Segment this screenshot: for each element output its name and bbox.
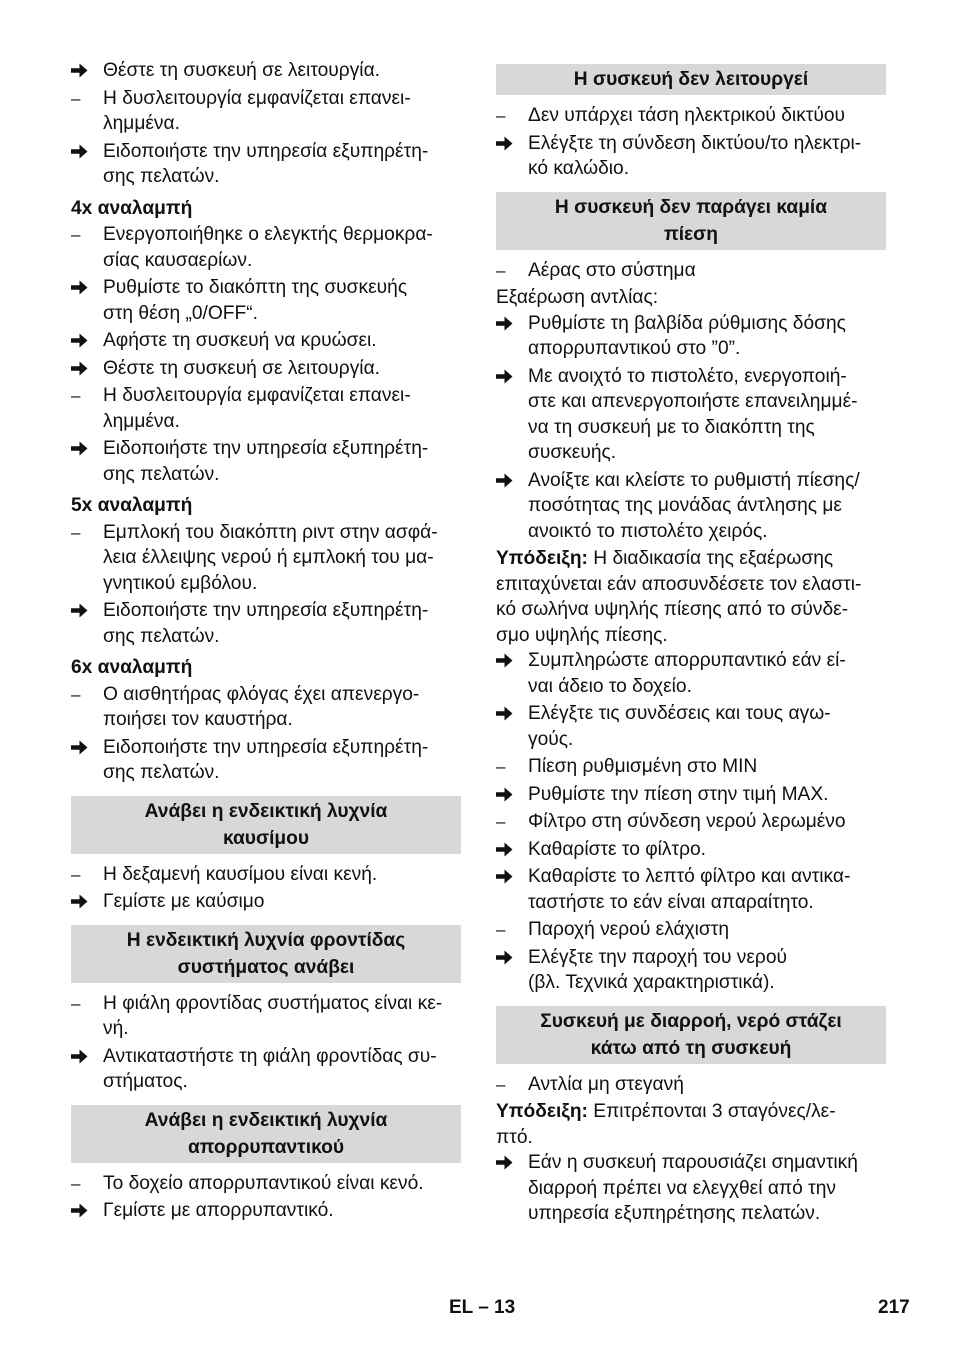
- item-text: Το δοχείο απορρυπαντικού είναι κενό.: [103, 1172, 424, 1194]
- item-text: Ειδοποιήστε την υπηρεσία εξυπηρέτη- σης πελατών.: [103, 438, 429, 485]
- item-text: Θέστε τη συσκευή σε λειτουργία.: [103, 357, 380, 379]
- paragraph: Εξαέρωση αντλίας:: [496, 287, 659, 308]
- item-text: Παροχή νερού ελάχιστη: [528, 919, 730, 940]
- dash-bullet-icon: –: [71, 684, 81, 704]
- footer-page-number: 217: [878, 1297, 910, 1318]
- fault-cause: [71, 1171, 461, 1197]
- instruction-step: [496, 782, 886, 808]
- arrow-right-icon: [71, 328, 95, 348]
- item-text: Ελέγξτε την παροχή του νερού (βλ. Τεχνικά χαρακτηριστικά).: [528, 946, 788, 993]
- left-column: [71, 58, 461, 1226]
- note-label: Υπόδειξη:: [496, 548, 588, 569]
- item-text: Ανοίξτε και κλείστε το ρυθμιστή πίεσης/ ποσότητας της μονάδας άντλησης με ανοικτό το πιστολέτο χειρός.: [528, 469, 860, 542]
- instruction-step: [496, 1150, 886, 1227]
- item-text: Η φιάλη φροντίδας συστήματος είναι κε- νή.: [103, 992, 443, 1039]
- instruction-step: [71, 275, 461, 326]
- dash-bullet-icon: –: [496, 812, 506, 831]
- item-text: Η δυσλειτουργία εμφανίζεται επανει- λημμένα.: [103, 385, 411, 432]
- instruction-step: [496, 364, 886, 466]
- flash-code-heading: 5x αναλαμπή: [71, 495, 193, 516]
- item-text: Ρυθμίστε το διακόπτη της συσκευής στη θέση „0/OFF“.: [103, 277, 408, 324]
- arrow-right-icon: [71, 1044, 95, 1064]
- dash-bullet-icon: –: [496, 260, 506, 280]
- instruction-step: [71, 1198, 461, 1224]
- arrow-right-icon: [496, 945, 520, 965]
- dash-bullet-icon: –: [71, 88, 81, 108]
- item-text: Δεν υπάρχει τάση ηλεκτρικού δικτύου: [528, 105, 846, 126]
- fault-cause: [71, 86, 461, 137]
- item-text: Ρυθμίστε την πίεση στην τιμή MAX.: [528, 783, 829, 805]
- instruction-step: [496, 701, 886, 752]
- fault-cause: [71, 862, 461, 888]
- instruction-step: [71, 889, 461, 915]
- item-text: Γεμίστε με καύσιμο: [103, 891, 265, 912]
- arrow-right-icon: [496, 311, 520, 331]
- note-paragraph: [496, 1099, 886, 1150]
- flash-code-heading: 4x αναλαμπή: [71, 197, 193, 219]
- item-text: Ο αισθητήρας φλόγας έχει απενεργο- ποιήσει τον καυστήρα.: [103, 683, 420, 730]
- arrow-right-icon: [71, 139, 95, 159]
- item-text: Ειδοποιήστε την υπηρεσία εξυπηρέτη- σης πελατών.: [103, 600, 429, 647]
- fault-cause: [71, 383, 461, 434]
- item-text: Θέστε τη συσκευή σε λειτουργία.: [103, 60, 380, 81]
- item-text: Ρυθμίστε τη βαλβίδα ρύθμισης δόσης απορρυπαντικού στο ”0”.: [528, 312, 846, 359]
- section-heading: Η συσκευή δεν λειτουργεί: [496, 64, 886, 95]
- instruction-step: [71, 328, 461, 354]
- item-text: Η δυσλειτουργία εμφανίζεται επανει- λημμένα.: [103, 87, 411, 134]
- instruction-step: [71, 1044, 461, 1095]
- dash-bullet-icon: –: [496, 106, 506, 125]
- fault-cause: [496, 258, 886, 284]
- arrow-right-icon: [71, 436, 95, 456]
- arrow-right-icon: [496, 782, 520, 802]
- dash-bullet-icon: –: [71, 225, 81, 244]
- fault-cause: [71, 222, 461, 273]
- note-text: Η διαδικασία της εξαέρωσης επιταχύνεται εάν αποσυνδέσετε τον ελαστι- κό σωλήνα υψηλής πίεσης από το σύνδε- σμο υψηλής πίεσης.: [496, 548, 862, 646]
- item-text: Γεμίστε με απορρυπαντικό.: [103, 1200, 334, 1221]
- right-column: [496, 58, 886, 1229]
- arrow-right-icon: [71, 598, 95, 618]
- instruction-step: [496, 311, 886, 362]
- instruction-step: [71, 58, 461, 84]
- section-heading: Συσκευή με διαρροή, νερό στάζει κάτω από τη συσκευή: [496, 1006, 886, 1064]
- arrow-right-icon: [496, 131, 520, 151]
- item-text: Εάν η συσκευή παρουσιάζει σημαντική διαρροή πρέπει να ελεγχθεί από την υπηρεσία εξυπηρέτησης πελατών.: [528, 1152, 858, 1224]
- item-text: Καθαρίστε το φίλτρο.: [528, 838, 707, 860]
- section-heading: Η ενδεικτική λυχνία φροντίδας συστήματος ανάβει: [71, 925, 461, 983]
- item-text: Ελέγξτε τη σύνδεση δικτύου/το ηλεκτρι- κό καλώδιο.: [528, 132, 862, 179]
- item-text: Αέρας στο σύστημα: [528, 259, 696, 281]
- instruction-step: [71, 436, 461, 487]
- item-text: Φίλτρο στη σύνδεση νερού λερωμένο: [528, 811, 846, 832]
- arrow-right-icon: [496, 701, 520, 721]
- item-text: Αντικαταστήστε τη φιάλη φροντίδας συ- στήματος.: [103, 1045, 437, 1092]
- note-label: Υπόδειξη:: [496, 1101, 588, 1122]
- fault-cause: [496, 809, 886, 835]
- item-text: Πίεση ρυθμισμένη στο MIN: [528, 756, 758, 777]
- arrow-right-icon: [496, 837, 520, 857]
- arrow-right-icon: [71, 1198, 95, 1218]
- section-heading: Η συσκευή δεν παράγει καμία πίεση: [496, 192, 886, 250]
- instruction-step: [71, 735, 461, 786]
- item-text: Ελέγξτε τις συνδέσεις και τους αγω- γούς.: [528, 703, 831, 750]
- arrow-right-icon: [496, 468, 520, 488]
- item-text: Αντλία μη στεγανή: [528, 1073, 684, 1095]
- item-text: Με ανοιχτό το πιστολέτο, ενεργοποιή- στε και απενεργοποιήστε επανειλημμέ- να τη συσκευή με το διακόπτη της συσκευής.: [528, 365, 858, 463]
- flash-code-heading: 6x αναλαμπή: [71, 657, 193, 678]
- instruction-step: [71, 356, 461, 382]
- arrow-right-icon: [496, 864, 520, 884]
- dash-bullet-icon: –: [71, 522, 81, 542]
- note-text: Επιτρέπονται 3 σταγόνες/λε- πτό.: [496, 1101, 836, 1148]
- fault-cause: [496, 754, 886, 780]
- arrow-right-icon: [71, 735, 95, 755]
- item-text: Αφήστε τη συσκευή να κρυώσει.: [103, 330, 377, 351]
- fault-cause: [71, 520, 461, 597]
- item-text: Ειδοποιήστε την υπηρεσία εξυπηρέτη- σης πελατών.: [103, 736, 429, 783]
- instruction-step: [496, 648, 886, 699]
- arrow-right-icon: [71, 58, 95, 78]
- item-text: Εμπλοκή του διακόπτη ριντ στην ασφά- λεια έλλειψης νερού ή εμπλοκή του μα- γνητικού εμβόλου.: [103, 521, 438, 594]
- dash-bullet-icon: –: [496, 1074, 506, 1094]
- arrow-right-icon: [496, 648, 520, 668]
- item-text: Ειδοποιήστε την υπηρεσία εξυπηρέτη- σης πελατών.: [103, 140, 429, 187]
- instruction-step: [496, 131, 886, 182]
- dash-bullet-icon: –: [496, 757, 506, 776]
- dash-bullet-icon: –: [71, 993, 81, 1013]
- arrow-right-icon: [71, 889, 95, 909]
- instruction-step: [496, 837, 886, 863]
- fault-cause: [496, 917, 886, 943]
- fault-cause: [71, 682, 461, 733]
- item-text: Καθαρίστε το λεπτό φίλτρο και αντικα- ταστήστε το εάν είναι απαραίτητο.: [528, 866, 851, 913]
- note-paragraph: [496, 546, 886, 648]
- item-text: Συμπληρώστε απορρυπαντικό εάν εί- ναι άδειο το δοχείο.: [528, 650, 846, 697]
- dash-bullet-icon: –: [71, 864, 81, 884]
- arrow-right-icon: [496, 1150, 520, 1170]
- section-heading: Ανάβει η ενδεικτική λυχνία απορρυπαντικού: [71, 1105, 461, 1163]
- footer-language-page: EL – 13: [449, 1297, 516, 1318]
- dash-bullet-icon: –: [71, 1173, 81, 1193]
- dash-bullet-icon: –: [496, 920, 506, 939]
- instruction-step: [71, 598, 461, 649]
- item-text: Η δεξαμενή καυσίμου είναι κενή.: [103, 863, 378, 885]
- fault-cause: [71, 991, 461, 1042]
- instruction-step: [71, 139, 461, 190]
- item-text: Ενεργοποιήθηκε ο ελεγκτής θερμοκρα- σίας καυσαερίων.: [103, 224, 433, 271]
- dash-bullet-icon: –: [71, 386, 81, 405]
- fault-cause: [496, 1072, 886, 1098]
- arrow-right-icon: [71, 275, 95, 295]
- instruction-step: [496, 864, 886, 915]
- arrow-right-icon: [71, 356, 95, 376]
- instruction-step: [496, 468, 886, 545]
- section-heading: Ανάβει η ενδεικτική λυχνία καυσίμου: [71, 796, 461, 854]
- instruction-step: [496, 945, 886, 996]
- fault-cause: [496, 103, 886, 129]
- arrow-right-icon: [496, 364, 520, 384]
